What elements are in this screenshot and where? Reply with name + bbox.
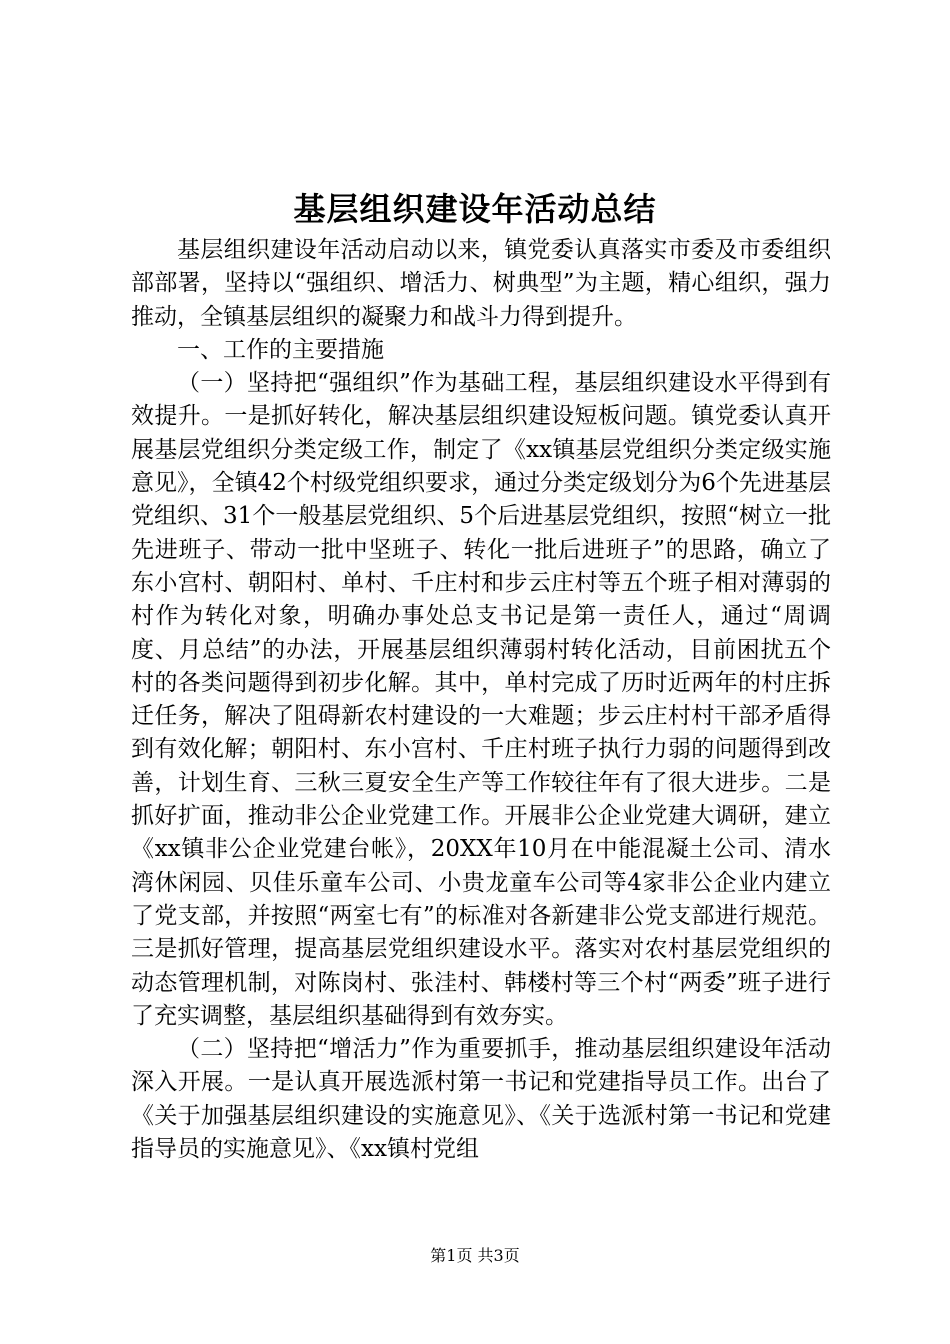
document-title: 基层组织建设年活动总结 (293, 190, 657, 228)
paragraph-part-2: （二）坚持把“增活力”作为重要抓手，推动基层组织建设年活动深入开展。一是认真开展选派村第一书记和党建指导员工作。出台了《关于加强基层组织建设的实施意见》、《关于选派村第一书记和党建指导员的实施意见》、《xx镇村党组 (131, 1036, 831, 1163)
page-footer: 第1页 共3页 (430, 1246, 520, 1265)
paragraph-part-1: （一）坚持把“强组织”作为基础工程，基层组织建设水平得到有效提升。一是抓好转化，解决基层组织建设短板问题。镇党委认真开展基层党组织分类定级工作，制定了《xx镇基层党组织分类定级实施意见》，全镇42个村级党组织要求，通过分类定级划分为6个先进基层党组织、31个一般基层党组织、5个后进基层党组织，按照“树立一批先进班子、带动一批中坚班子、转化一批后进班子”的思路，确立了东小宫村、朝阳村、单村、千庄村和步云庄村等五个班子相对薄弱的村作为转化对象，明确办事处总支书记是第一责任人，通过“周调度、月总结”的办法，开展基层组织薄弱村转化活动，目前困扰五个村的各类问题得到初步化解。其中，单村完成了历时近两年的村庄拆迁任务，解决了阻碍新农村建设的一大难题；步云庄村村干部矛盾得到有效化解；朝阳村、东小宫村、千庄村班子执行力弱的问题得到改善，计划生育、三秋三夏安全生产等工作较往年有了很大进步。二是抓好扩面，推动非公企业党建工作。开展非公企业党建大调研，建立《xx镇非公企业党建台帐》，20XX年10月在中能混凝土公司、清水湾休闲园、贝佳乐童车公司、小贵龙童车公司等4家非公企业内建立了党支部，并按照“两室七有”的标准对各新建非公党支部进行规范。三是抓好管理，提高基层党组织建设水平。落实对农村基层党组织的动态管理机制，对陈岗村、张洼村、韩楼村等三个村“两委”班子进行了充实调整，基层组织基础得到有效夯实。 (131, 370, 831, 1029)
paragraph-intro: 基层组织建设年活动启动以来，镇党委认真落实市委及市委组织部部署，坚持以“强组织、增活力、树典型”为主题，精心组织，强力推动，全镇基层组织的凝聚力和战斗力得到提升。 (131, 237, 831, 330)
section-heading: 一、工作的主要措施 (177, 336, 384, 363)
document-body (131, 234, 831, 1166)
